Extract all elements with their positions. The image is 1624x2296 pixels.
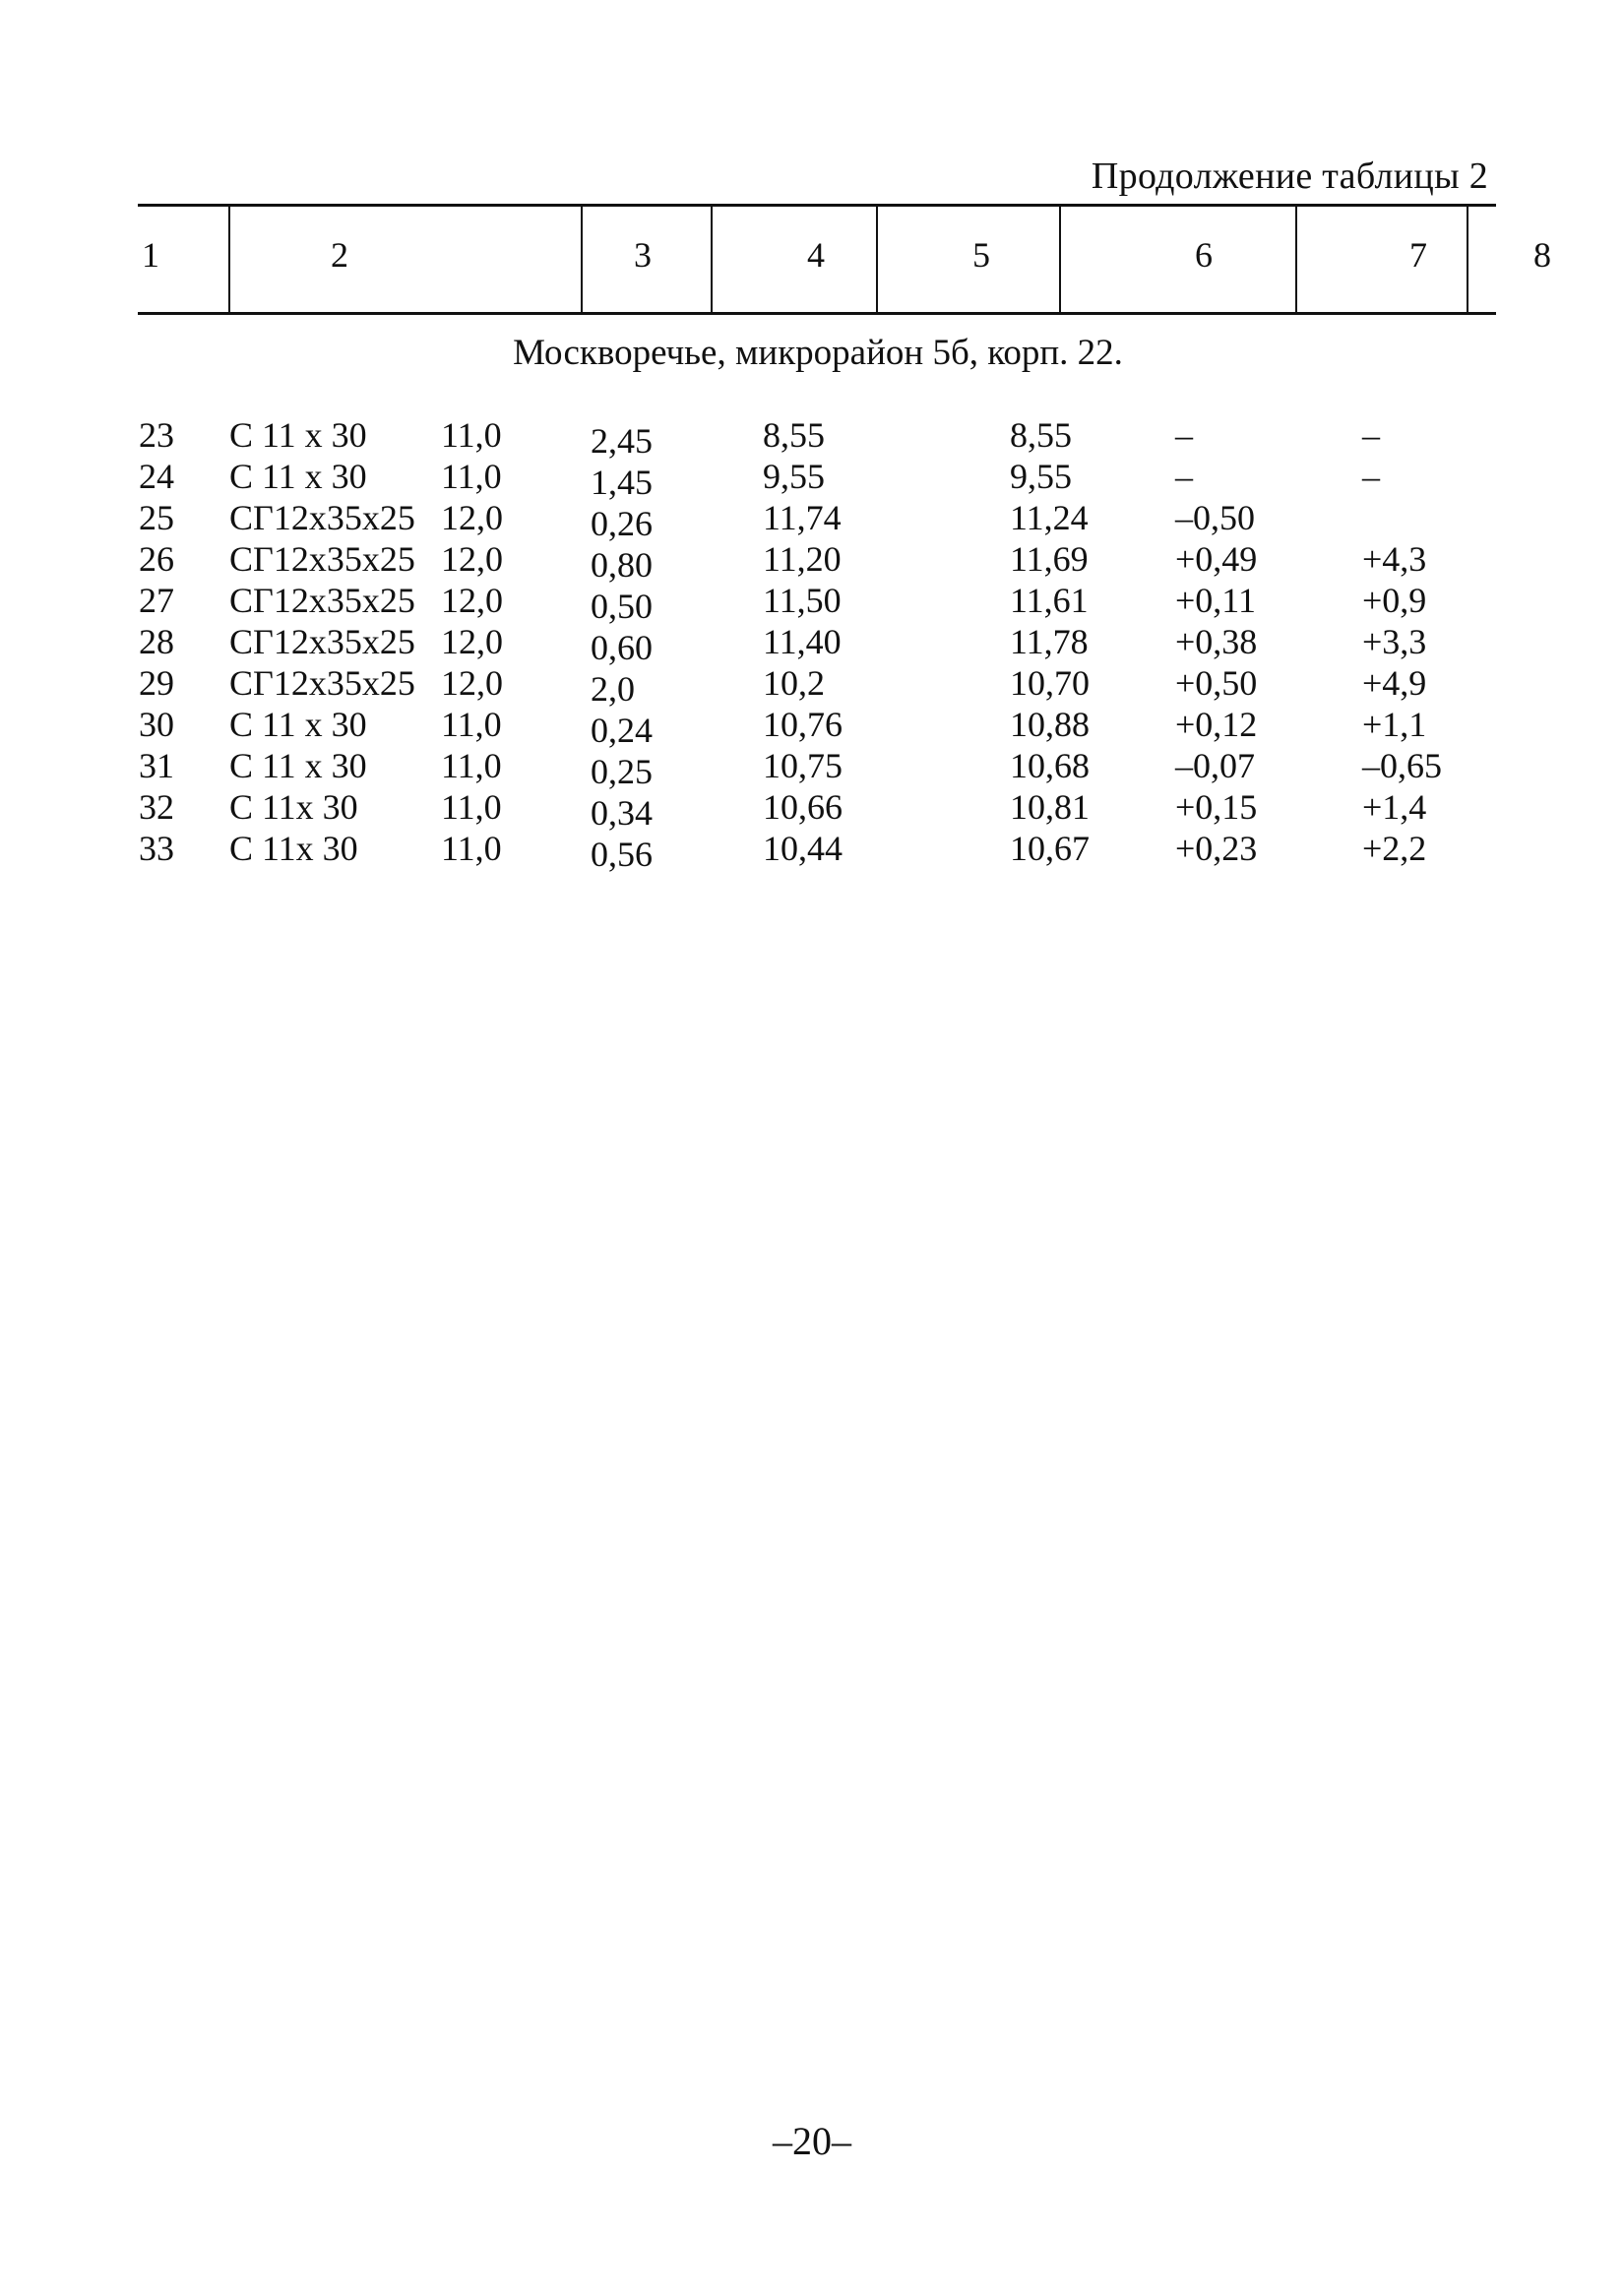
cell-col6: 10,88 <box>1010 705 1090 744</box>
table-row <box>0 786 1624 833</box>
header-label: 5 <box>972 235 990 275</box>
section-title-text: Москворечье, микрорайон 5б, корп. 22. <box>513 333 1123 373</box>
cell-mark: СГ12х35х25 <box>229 663 415 703</box>
cell-mark: С 11 х 30 <box>229 746 367 785</box>
cell-col8: +4,9 <box>1362 663 1427 703</box>
cell-col5: 10,66 <box>763 787 843 827</box>
cell-col3: 12,0 <box>441 622 503 661</box>
cell-number: 31 <box>139 746 174 785</box>
cell-col5: 10,75 <box>763 746 843 785</box>
header-label: 6 <box>1195 235 1213 275</box>
cell-number: 26 <box>139 539 174 579</box>
cell-col5: 11,50 <box>763 581 842 620</box>
cell-col6: 11,24 <box>1010 498 1089 537</box>
cell-col4: 0,50 <box>591 587 653 626</box>
cell-col5: 10,76 <box>763 705 843 744</box>
table-caption: Продолжение таблицы 2 <box>1091 155 1488 197</box>
cell-col3: 11,0 <box>441 457 502 496</box>
header-cell-8 <box>1468 207 1551 312</box>
table-row <box>0 538 1624 585</box>
cell-col8: +0,9 <box>1362 581 1427 620</box>
header-label: 1 <box>142 235 159 275</box>
cell-mark: СГ12х35х25 <box>229 622 415 661</box>
cell-col5: 11,74 <box>763 498 842 537</box>
table-row <box>0 745 1624 791</box>
cell-mark: С 11х 30 <box>229 787 358 827</box>
cell-mark: СГ12х35х25 <box>229 539 415 579</box>
cell-col6: 8,55 <box>1010 415 1072 455</box>
cell-col6: 10,70 <box>1010 663 1090 703</box>
cell-col4: 0,80 <box>591 545 653 585</box>
cell-col8: +2,2 <box>1362 829 1427 868</box>
cell-col7: +0,38 <box>1175 622 1258 661</box>
page-number: –20– <box>773 2119 851 2163</box>
cell-col4: 2,0 <box>591 669 635 709</box>
cell-col6: 11,69 <box>1010 539 1089 579</box>
cell-col7: –0,07 <box>1175 746 1255 785</box>
cell-col7: +0,49 <box>1175 539 1258 579</box>
cell-col5: 8,55 <box>763 415 825 455</box>
cell-col3: 11,0 <box>441 705 502 744</box>
header-cell-2 <box>230 207 581 312</box>
header-label: 4 <box>807 235 825 275</box>
header-label: 2 <box>331 235 348 275</box>
cell-col3: 12,0 <box>441 663 503 703</box>
cell-col4: 0,34 <box>591 793 653 833</box>
cell-col3: 11,0 <box>441 415 502 455</box>
cell-col4: 0,56 <box>591 835 653 874</box>
cell-col8: +4,3 <box>1362 539 1427 579</box>
cell-col5: 11,40 <box>763 622 842 661</box>
cell-col3: 11,0 <box>441 746 502 785</box>
header-cell-4 <box>713 207 876 312</box>
cell-col4: 0,24 <box>591 711 653 750</box>
cell-col3: 11,0 <box>441 829 502 868</box>
header-cell-6 <box>1061 207 1295 312</box>
cell-col7: +0,11 <box>1175 581 1256 620</box>
cell-col7: +0,15 <box>1175 787 1258 827</box>
cell-number: 32 <box>139 787 174 827</box>
table-row <box>0 414 1624 461</box>
cell-mark: С 11 х 30 <box>229 415 367 455</box>
table-row <box>0 456 1624 502</box>
header-cell-3 <box>583 207 711 312</box>
cell-col7: – <box>1175 415 1193 455</box>
cell-col6: 10,67 <box>1010 829 1090 868</box>
cell-col8: +3,3 <box>1362 622 1427 661</box>
header-label: 3 <box>634 235 652 275</box>
cell-col7: +0,50 <box>1175 663 1258 703</box>
cell-mark: С 11х 30 <box>229 829 358 868</box>
cell-col6: 11,78 <box>1010 622 1089 661</box>
cell-col7: +0,12 <box>1175 705 1258 744</box>
cell-number: 23 <box>139 415 174 455</box>
cell-col6: 9,55 <box>1010 457 1072 496</box>
cell-mark: СГ12х35х25 <box>229 498 415 537</box>
cell-col3: 12,0 <box>441 498 503 537</box>
table-header <box>138 204 1551 315</box>
cell-col8: – <box>1362 415 1380 455</box>
cell-col7: – <box>1175 457 1193 496</box>
cell-mark: С 11 х 30 <box>229 705 367 744</box>
table-row <box>0 621 1624 667</box>
cell-col8: +1,4 <box>1362 787 1427 827</box>
cell-mark: С 11 х 30 <box>229 457 367 496</box>
header-cell-5 <box>878 207 1059 312</box>
cell-number: 28 <box>139 622 174 661</box>
header-label: 7 <box>1409 235 1427 275</box>
cell-col7: +0,23 <box>1175 829 1258 868</box>
cell-number: 27 <box>139 581 174 620</box>
section-title <box>0 332 1624 374</box>
cell-number: 29 <box>139 663 174 703</box>
cell-col5: 10,44 <box>763 829 843 868</box>
cell-col4: 0,25 <box>591 752 653 791</box>
cell-col5: 10,2 <box>763 663 825 703</box>
cell-number: 33 <box>139 829 174 868</box>
header-label: 8 <box>1533 235 1551 275</box>
cell-number: 24 <box>139 457 174 496</box>
table-row <box>0 704 1624 750</box>
table-row <box>0 828 1624 874</box>
cell-col3: 12,0 <box>441 539 503 579</box>
cell-number: 25 <box>139 498 174 537</box>
cell-col7: –0,50 <box>1175 498 1255 537</box>
cell-number: 30 <box>139 705 174 744</box>
cell-col4: 2,45 <box>591 421 653 461</box>
cell-col6: 10,81 <box>1010 787 1090 827</box>
cell-col6: 11,61 <box>1010 581 1089 620</box>
cell-col4: 0,26 <box>591 504 653 543</box>
table-row <box>0 580 1624 626</box>
table-row <box>0 662 1624 709</box>
cell-col8: – <box>1362 457 1380 496</box>
cell-col8: –0,65 <box>1362 746 1442 785</box>
cell-col3: 12,0 <box>441 581 503 620</box>
header-cell-1 <box>138 207 228 312</box>
cell-col8: +1,1 <box>1362 705 1427 744</box>
cell-col3: 11,0 <box>441 787 502 827</box>
header-cell-7 <box>1297 207 1467 312</box>
table-row <box>0 497 1624 543</box>
cell-col4: 1,45 <box>591 463 653 502</box>
cell-col4: 0,60 <box>591 628 653 667</box>
cell-col5: 11,20 <box>763 539 842 579</box>
cell-mark: СГ12х35х25 <box>229 581 415 620</box>
cell-col6: 10,68 <box>1010 746 1090 785</box>
cell-col5: 9,55 <box>763 457 825 496</box>
